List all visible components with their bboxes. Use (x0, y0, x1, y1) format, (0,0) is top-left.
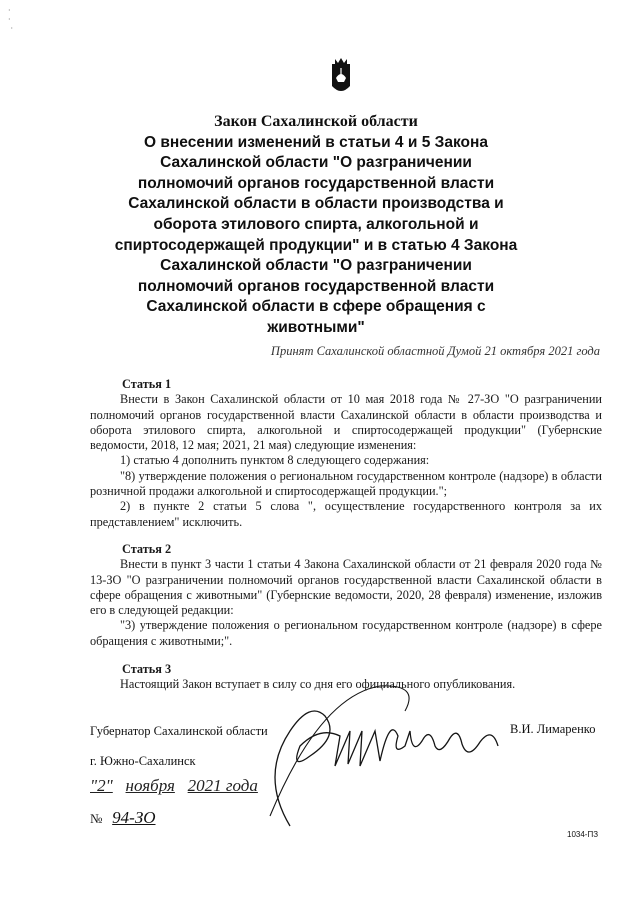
scan-marks: · · · (8, 6, 14, 33)
number-label: № (90, 811, 103, 826)
law-title (90, 112, 542, 339)
article-paragraph: Внести в Закон Сахалинской области от 10 мая 2018 года № 27-ЗО "О разграничении полномочий органов государственной власти Сахалинской области в области производства и оборота этилового спирта, алкогольной и спиртосодержащей продукции" (Губернские ведомости, 2018, 12 мая; 2021, 21 мая) следующие изменения: (90, 392, 602, 453)
date-day: "2" (90, 776, 113, 795)
date-year: 2021 года (187, 776, 258, 795)
handwritten-signature (230, 676, 510, 836)
article-paragraph: 1) статью 4 дополнить пунктом 8 следующего содержания: (120, 453, 430, 468)
article-heading: Статья 2 (122, 542, 172, 556)
title-line: полномочий органов государственной власти (137, 277, 495, 295)
title-line: оборота этилового спирта, алкогольной и (153, 215, 479, 233)
signatory-position: Губернатор Сахалинской области (90, 724, 268, 738)
article-heading: Статья 1 (122, 377, 172, 391)
article-heading: Статья 3 (122, 662, 172, 676)
date-month: ноября (125, 776, 175, 795)
title-line: спиртосодержащей продукции" и в статью 4 Закона (114, 236, 518, 254)
article-paragraph: "8) утверждение положения о региональном государственном контроле (надзоре) в области розничной продажи алкогольной и спиртосодержащей продукции."; (90, 468, 602, 499)
article-paragraph: "3) утверждение положения о региональном государственном контроле (надзоре) в сфере обращения с животными;". (90, 618, 602, 648)
document-code: 1034-ПЗ (567, 830, 599, 839)
title-line: Сахалинской области "О разграничении (160, 257, 472, 275)
city: г. Южно-Сахалинск (90, 754, 196, 768)
article-1 (90, 377, 602, 530)
number-value: 94-ЗО (112, 808, 156, 827)
article-paragraph: Внести в пункт 3 части 1 статьи 4 Закона Сахалинской области от 21 февраля 2020 года № 13-ЗО "О разграничении полномочий органов государственной власти Сахалинской области в сфере обращения с животными" (Губернские ведомости, 2020, 28 февраля) изменение, изложив его в следующей редакции: (90, 557, 602, 618)
law-number (90, 808, 156, 828)
title-line: Сахалинской области в сфере обращения с (146, 298, 486, 316)
title-line: Сахалинской области "О разграничении (160, 154, 472, 172)
article-paragraph: 2) в пункте 2 статьи 5 слова ", осуществление государственного контроля за их представлением" исключить. (90, 499, 602, 529)
law-heading: Закон Сахалинской области (214, 113, 418, 130)
handwritten-date (90, 776, 258, 796)
title-line: О внесении изменений в статьи 4 и 5 Закона (144, 133, 488, 151)
title-line: Сахалинской области в области производства и (128, 195, 504, 213)
coat-of-arms-icon (330, 56, 352, 96)
article-paragraph: Настоящий Закон вступает в силу со дня его официального опубликования. (120, 677, 516, 692)
signatory-name: В.И. Лимаренко (510, 722, 596, 736)
adoption-note: Принят Сахалинской областной Думой 21 октября 2021 года (270, 344, 600, 358)
article-2 (90, 542, 602, 649)
title-line: полномочий органов государственной власти (137, 174, 495, 192)
title-line: животными" (267, 318, 365, 336)
